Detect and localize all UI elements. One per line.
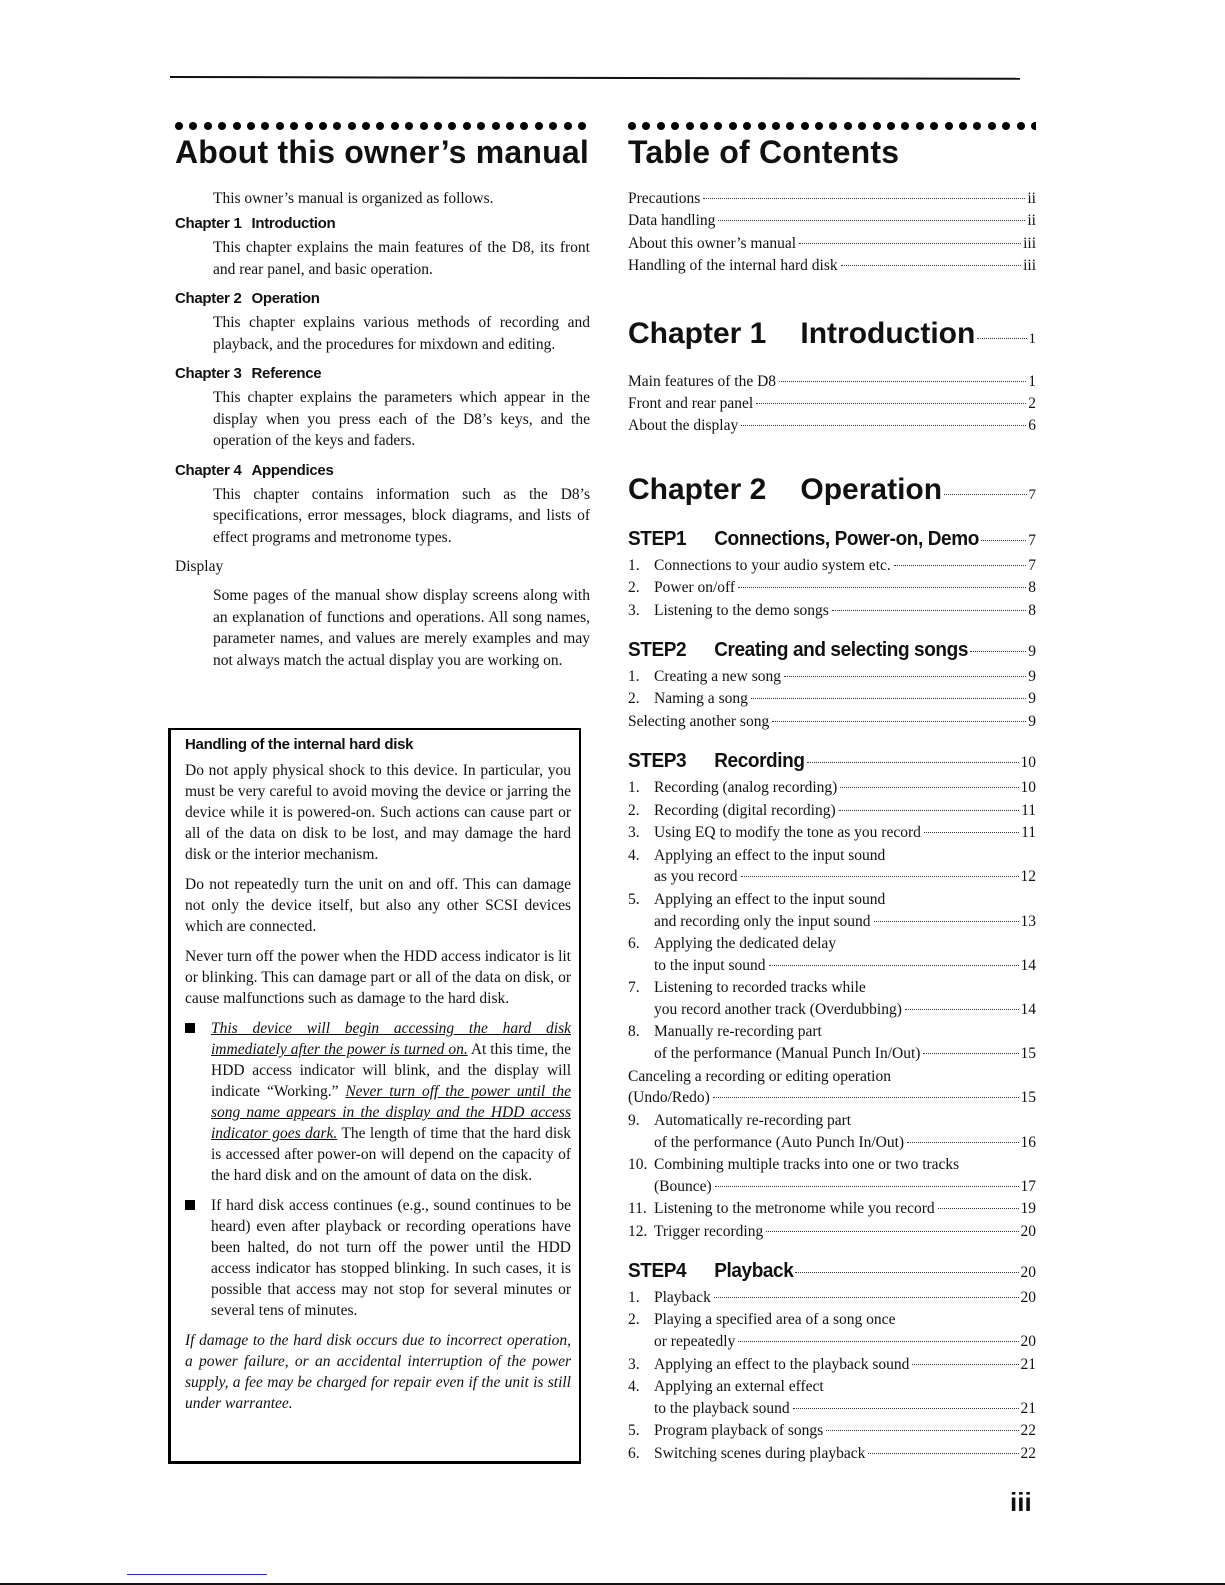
toc-entry[interactable]: 5. Applying an effect to the input sound and recording only the input sound 13 [628,890,1036,930]
dot-bullet-icon [714,122,722,130]
toc-entry[interactable]: 6. Applying the dedicated delay to the input sound 14 [628,934,1036,974]
dot-bullet-icon [743,122,751,130]
dot-bullet-icon [376,122,384,130]
chapter-overview-2 [175,288,590,355]
hard-disk-warning-title: Handling of the internal hard disk [185,736,414,753]
dot-bullet-icon [333,122,341,130]
toc-front-matter [628,188,1036,278]
bullet-text: At this time, the HDD access indicator will blink, and the display will indicate “Working.” [211,1041,571,1100]
chapter-number: Chapter 1 [175,215,242,232]
toc-steps [628,527,1036,1465]
dot-bullet-icon [261,122,269,130]
dot-rule [175,118,590,132]
about-manual-section [175,118,590,679]
dot-bullet-icon [477,122,485,130]
toc-step3[interactable]: STEP3 Recording 10 [628,750,1036,773]
toc-entry[interactable]: Main features of the D8 1 [628,372,1036,390]
warning-bullet [185,1018,571,1186]
chapter-number: Chapter 2 [175,290,242,307]
toc-entry[interactable]: 3. Applying an effect to the playback sound 21 [628,1355,1036,1373]
chapter-overview-1 [175,213,590,280]
dot-bullet-icon [930,122,938,130]
toc-entry[interactable]: About the display 6 [628,417,1036,435]
dot-bullet-icon [189,122,197,130]
toc-entry[interactable]: 11. Listening to the metronome while you record 19 [628,1200,1036,1218]
toc-chapter-1[interactable]: Chapter 1 Introduction 1 [628,316,1036,350]
chapter-number: Chapter 3 [175,365,242,382]
dot-bullet-icon [520,122,528,130]
toc-entry[interactable]: 12. Trigger recording 20 [628,1222,1036,1240]
display-label: Display [175,558,224,575]
dot-bullet-icon [700,122,708,130]
dot-bullet-icon [204,122,212,130]
dot-bullet-icon [549,122,557,130]
dot-bullet-icon [959,122,967,130]
dot-bullet-icon [973,122,981,130]
toc-entry[interactable]: 10. Combining multiple tracks into one or two tracks (Bounce) 17 [628,1155,1036,1195]
dot-bullet-icon [758,122,766,130]
bullet-text: The length of time that the hard disk is accessed after power-on will depend on the capacity of the hard disk and on the amount of data on the disk. [211,1125,571,1184]
toc-chapter-1-items [628,371,1036,438]
emphasis-text: This device will begin accessing the hard disk immediately after the power is turned on. [211,1020,571,1058]
toc-entry[interactable]: Data handling ii [628,212,1036,230]
dot-bullet-icon [434,122,442,130]
toc-entry[interactable]: 2. Naming a song 9 [628,690,1036,708]
chapter-description: This chapter explains the parameters which appear in the display when you press each of the D8’s keys, and the operation of the keys and faders. [213,389,590,449]
toc-entry[interactable]: 1. Playback 20 [628,1288,1036,1306]
dot-bullet-icon [801,122,809,130]
chapter-overview-4 [175,460,590,549]
dot-bullet-icon [290,122,298,130]
dot-bullet-icon [786,122,794,130]
toc-entry[interactable]: 3. Listening to the demo songs 8 [628,601,1036,619]
chapter-description: This chapter explains various methods of recording and playback, and the procedures for mixdown and editing. [213,314,590,353]
toc-entry[interactable]: Canceling a recording or editing operation (Undo/Redo) 15 [628,1067,1036,1107]
dot-bullet-icon [448,122,456,130]
dot-bullet-icon [463,122,471,130]
dot-bullet-icon [391,122,399,130]
dot-bullet-icon [1031,122,1036,130]
chapter-name: Operation [251,290,320,307]
dot-bullet-icon [628,122,636,130]
chapter-name: Reference [251,365,322,382]
square-bullet-icon [185,1200,195,1210]
toc-entry[interactable]: 7. Listening to recorded tracks while you record another track (Overdubbing) 14 [628,979,1036,1018]
dot-bullet-icon [492,122,500,130]
dot-bullet-icon [247,122,255,130]
dot-bullet-icon [945,122,953,130]
dot-bullet-icon [901,122,909,130]
toc-entry[interactable]: 1. Creating a new song 9 [628,668,1036,686]
dot-bullet-icon [729,122,737,130]
toc-entry[interactable]: 2. Recording (digital recording) 11 [628,801,1036,819]
dot-bullet-icon [916,122,924,130]
toc-entry[interactable]: Selecting another song 9 [628,712,1036,730]
chapter-description: This chapter contains information such as the D8’s specifications, error messages, block diagrams, and lists of effect programs and metronome types. [213,485,590,546]
dot-bullet-icon [671,122,679,130]
dot-bullet-icon [844,122,852,130]
toc-entry[interactable]: 6. Switching scenes during playback 22 [628,1444,1036,1462]
dot-bullet-icon [642,122,650,130]
toc-entry[interactable]: 9. Automatically re-recording part of the performance (Auto Punch In/Out) 16 [628,1111,1036,1151]
toc-entry[interactable]: 8. Manually re-recording part of the performance (Manual Punch In/Out) 15 [628,1023,1036,1063]
dot-bullet-icon [1002,122,1010,130]
dot-bullet-icon [772,122,780,130]
dot-bullet-icon [1017,122,1025,130]
chapter-description: This chapter explains the main features of the D8, its front and rear panel, and basic operation. [213,239,590,278]
chapter-overview-3 [175,363,590,452]
toc-entry[interactable]: Precautions ii [628,190,1036,207]
dot-bullet-icon [829,122,837,130]
dot-bullet-icon [873,122,881,130]
dot-bullet-icon [175,122,183,130]
dot-bullet-icon [564,122,572,130]
toc-entry[interactable]: 1. Recording (analog recording) 10 [628,779,1036,797]
toc-step2[interactable]: STEP2 Creating and selecting songs 9 [628,639,1036,662]
dot-bullet-icon [305,122,313,130]
toc-step1[interactable]: STEP1 Connections, Power-on, Demo 7 [628,528,1036,551]
dot-bullet-icon [233,122,241,130]
warning-paragraph: Never turn off the power when the HDD access indicator is lit or blinking. This can damage part or all of the data on disk, or cause malfunctions such as damage to the hard disk. [185,948,571,1007]
dot-bullet-icon [218,122,226,130]
square-bullet-icon [185,1023,195,1033]
warning-bullet [185,1195,571,1321]
table-of-contents [628,118,1036,1465]
emphasis-text: Never turn off the power until the song name appears in the display and the HDD access indicator goes dark. [211,1083,571,1142]
dot-bullet-icon [348,122,356,130]
dot-bullet-icon [686,122,694,130]
chapter-number: Chapter 4 [175,461,242,479]
toc-entry[interactable]: 1. Connections to your audio system etc. 7 [628,556,1036,574]
dot-bullet-icon [405,122,413,130]
toc-entry[interactable]: 4. Applying an effect to the input sound as you record 12 [628,846,1036,886]
toc-entry[interactable]: About this owner’s manual iii [628,234,1036,252]
chapter-name: Appendices [251,461,334,479]
warning-paragraph: Do not apply physical shock to this device. In particular, you must be very careful to avoid moving the device or jarring the device while it is powered-on. Such actions can cause part or all of the data on disk to be lost, and may damage the hard disk or the interior mechanism. [185,762,571,863]
page-number: iii [1010,1487,1032,1517]
dot-bullet-icon [578,122,586,130]
about-intro: This owner’s manual is organized as follows. [213,190,494,207]
toc-chapter-2[interactable]: Chapter 2 Operation 7 [628,472,1036,506]
dot-bullet-icon [858,122,866,130]
toc-title: Table of Contents [628,134,900,170]
dot-bullet-icon [535,122,543,130]
toc-entry[interactable]: 4. Applying an external effect to the playback sound 21 [628,1377,1036,1417]
about-manual-title: About this owner’s manual [175,134,589,170]
dot-bullet-icon [815,122,823,130]
warranty-note: If damage to the hard disk occurs due to incorrect operation, a power failure, or an accidental interruption of the power supply, a fee may be charged for repair even if the unit is still under warrantee. [185,1332,571,1412]
header-rule [170,76,1020,80]
dot-bullet-icon [319,122,327,130]
dot-bullet-icon [362,122,370,130]
dot-bullet-icon [276,122,284,130]
dot-rule [628,118,1036,132]
hard-disk-warning-box [168,728,581,1464]
dot-bullet-icon [988,122,996,130]
toc-entry[interactable]: 2. Playing a specified area of a song once or repeatedly 20 [628,1311,1036,1351]
dot-bullet-icon [887,122,895,130]
bullet-text: If hard disk access continues (e.g., sound continues to be heard) even after playback or recording operations have been halted, do not turn off the power until the HDD access indicator has stopped blinking. In such cases, it is possible that access may not stop for several minutes or several tens of minutes. [211,1197,571,1319]
dot-bullet-icon [420,122,428,130]
toc-entry[interactable]: 3. Using EQ to modify the tone as you record 11 [628,824,1036,842]
toc-entry[interactable]: 2. Power on/off 8 [628,579,1036,597]
dot-bullet-icon [657,122,665,130]
chapter-name: Introduction [251,215,336,232]
dot-bullet-icon [506,122,514,130]
toc-entry[interactable]: 5. Program playback of songs 22 [628,1422,1036,1440]
display-description: Some pages of the manual show display screens along with an explanation of functions and operations. All song names, parameter names, and values are merely examples and may not always match the actual display you are working on. [213,587,590,669]
toc-step4[interactable]: STEP4 Playback 20 [628,1260,1036,1283]
toc-entry[interactable]: Front and rear panel 2 [628,395,1036,413]
toc-entry[interactable]: Handling of the internal hard disk iii [628,257,1036,275]
link-underline [127,1574,267,1575]
warning-paragraph: Do not repeatedly turn the unit on and off. This can damage not only the device itself, but also any other SCSI devices which are connected. [185,876,571,935]
